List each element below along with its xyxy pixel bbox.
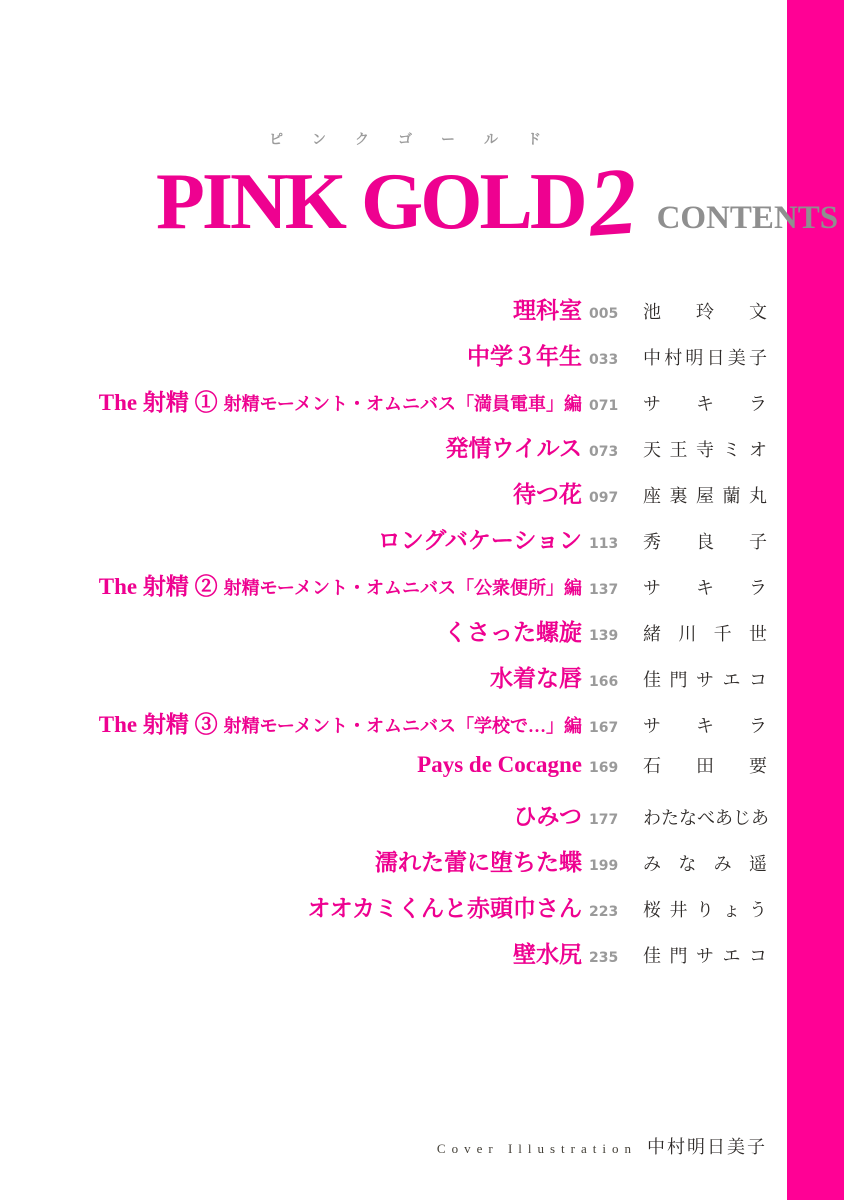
- toc-entry: [85, 936, 767, 982]
- title-furigana: ピ ン ク ゴ ー ル ド: [269, 132, 541, 148]
- page-title: [156, 146, 839, 257]
- chapter-title-main: 濡れた蕾に堕ちた蝶: [375, 850, 582, 875]
- page-number: 097: [589, 490, 619, 506]
- chapter-title-main: ロングバケーション: [377, 528, 582, 553]
- cover-credit-label: Cover Illustration: [436, 1141, 637, 1156]
- chapter-title: [85, 384, 582, 417]
- toc-entry: [85, 706, 767, 752]
- chapter-title: [85, 614, 582, 647]
- chapter-title: [85, 522, 582, 555]
- toc-entry: [85, 292, 767, 338]
- chapter-subtitle: 射精モーメント・オムニバス「学校で…」編: [223, 716, 582, 736]
- author-name: 座 裏 屋 蘭 丸: [643, 486, 767, 506]
- page-number: 169: [589, 760, 619, 776]
- chapter-subtitle: 射精モーメント・オムニバス「満員電車」編: [223, 394, 582, 414]
- chapter-title-main: 水着な唇: [490, 666, 582, 691]
- cover-credit: [437, 1133, 767, 1159]
- author-name: み な み 遥: [643, 854, 767, 874]
- cover-credit-name: 中村明日美子: [647, 1137, 767, 1157]
- chapter-title-main: オオカミくんと赤頭巾さん: [307, 896, 582, 921]
- toc-entry: [85, 430, 767, 476]
- toc-entry: [85, 338, 767, 384]
- title-text: PINK GOLD: [156, 158, 585, 246]
- toc-entry: [85, 614, 767, 660]
- toc-entry: [85, 568, 767, 614]
- toc-entry: [85, 890, 767, 936]
- author-name: 秀 良 子: [643, 532, 767, 552]
- chapter-title: [85, 568, 582, 601]
- page-number: 199: [589, 858, 619, 874]
- chapter-title-main: 待つ花: [513, 482, 582, 507]
- toc-entry: [85, 844, 767, 890]
- author-name: わたなべあじあ: [643, 808, 769, 828]
- author-name: 桜 井 り ょ う: [643, 900, 767, 920]
- chapter-title: [85, 660, 582, 693]
- author-name: サ キ ラ: [643, 394, 767, 414]
- chapter-title-main: 中学３年生: [467, 344, 582, 369]
- author-name: 緒 川 千 世: [643, 624, 767, 644]
- toc-entry: [85, 752, 767, 798]
- chapter-title-main: 理科室: [513, 298, 582, 323]
- chapter-title: [85, 292, 582, 325]
- toc-entry: [85, 660, 767, 706]
- chapter-title-main: 発情ウイルス: [445, 436, 582, 461]
- toc-entry: [85, 798, 767, 844]
- chapter-title: [85, 752, 582, 778]
- page-number: 071: [589, 398, 619, 414]
- chapter-title-main: くさった螺旋: [444, 620, 582, 645]
- author-name: 中村明日美子: [643, 348, 767, 368]
- chapter-title-main: 壁水尻: [513, 942, 582, 967]
- page-number: 223: [589, 904, 619, 920]
- title-volume-number: 2: [584, 146, 641, 257]
- chapter-title: [85, 430, 582, 463]
- chapter-title-main: The 射精 ①: [98, 390, 218, 415]
- chapter-title-main: The 射精 ②: [98, 574, 218, 599]
- author-name: サ キ ラ: [643, 578, 767, 598]
- toc-list: [85, 292, 767, 982]
- toc-entry: [85, 522, 767, 568]
- chapter-title-main: The 射精 ③: [98, 712, 218, 737]
- page-number: 137: [589, 582, 619, 598]
- chapter-title: [85, 936, 582, 969]
- author-name: 天 王 寺 ミ オ: [643, 440, 767, 460]
- author-name: 石 田 要: [643, 756, 767, 776]
- chapter-title: [85, 706, 582, 739]
- page-number: 167: [589, 720, 619, 736]
- chapter-title-main: Pays de Cocagne: [417, 752, 582, 777]
- chapter-title: [85, 890, 582, 923]
- author-name: サ キ ラ: [643, 716, 767, 736]
- chapter-title: [85, 338, 582, 371]
- page-number: 005: [589, 306, 619, 322]
- chapter-title: [85, 798, 582, 831]
- page-number: 113: [589, 536, 619, 552]
- page-number: 235: [589, 950, 619, 966]
- page-number: 073: [589, 444, 619, 460]
- chapter-title-main: ひみつ: [513, 804, 582, 829]
- author-name: 佳 門 サ エ コ: [643, 946, 767, 966]
- chapter-subtitle: 射精モーメント・オムニバス「公衆便所」編: [223, 578, 582, 598]
- chapter-title: [85, 844, 582, 877]
- page-number: 033: [589, 352, 619, 368]
- page-number: 177: [589, 812, 619, 828]
- page-number: 139: [589, 628, 619, 644]
- author-name: 池 玲 文: [643, 302, 767, 322]
- toc-entry: [85, 476, 767, 522]
- page-number: 166: [589, 674, 619, 690]
- contents-label: CONTENTS: [656, 200, 839, 236]
- author-name: 佳 門 サ エ コ: [643, 670, 767, 690]
- chapter-title: [85, 476, 582, 509]
- toc-entry: [85, 384, 767, 430]
